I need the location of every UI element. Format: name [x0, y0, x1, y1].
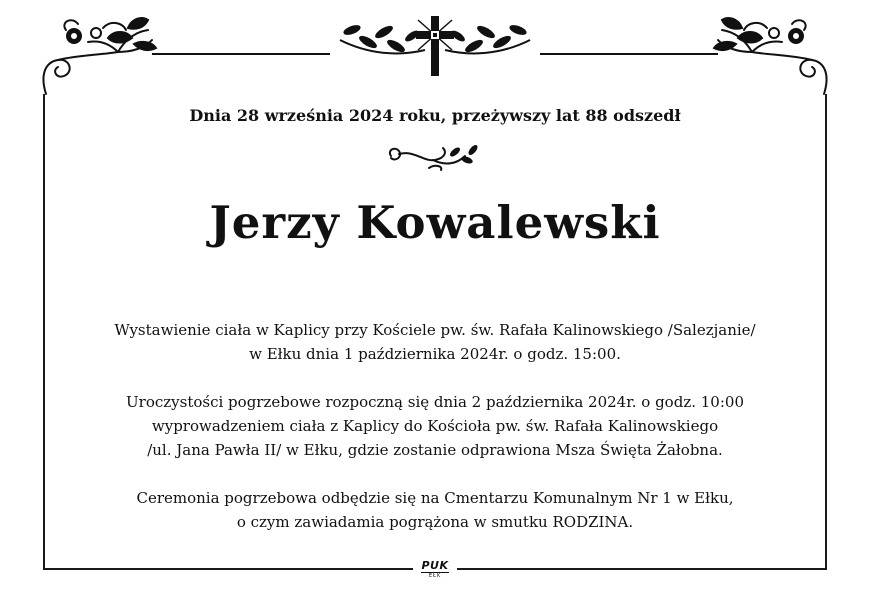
intro-text: Dnia 28 września 2024 roku, przeżywszy lat 88 odszedł: [189, 106, 681, 125]
ceremony-paragraph: [60, 486, 810, 534]
frame-bottom-border-right: [457, 568, 827, 570]
viewing-line-1: Wystawienie ciała w Kaplicy przy Kościele pw. św. Rafała Kalinowskiego /Salezjanie/: [114, 321, 756, 339]
logo-main-text: PUK: [421, 559, 449, 572]
funeral-paragraph: [60, 390, 810, 462]
viewing-paragraph: [60, 318, 810, 366]
logo-sub-text: EŁK: [421, 572, 449, 579]
vine-divider-icon: [383, 142, 487, 172]
top-ornament: [0, 0, 870, 100]
funeral-line-3: /ul. Jana Pawła II/ w Ełku, gdzie zostanie odprawiona Msza Święta Żałobna.: [147, 441, 723, 459]
frame-right-border: [825, 94, 827, 568]
left-corner-flourish-icon: [43, 18, 156, 94]
frame-bottom-border-left: [43, 568, 413, 570]
funeral-line-1: Uroczystości pogrzebowe rozpoczną się dnia 2 października 2024r. o godz. 10:00: [126, 393, 744, 411]
notice-body: [60, 318, 810, 558]
puk-logo: [413, 560, 457, 579]
cross-with-laurel-icon: [340, 16, 530, 76]
ceremony-line-2: o czym zawiadamia pogrążona w smutku RODZINA.: [236, 513, 634, 531]
viewing-line-2: w Ełku dnia 1 października 2024r. o godz. 15:00.: [249, 345, 621, 363]
frame-left-border: [43, 94, 45, 568]
funeral-line-2: wyprowadzeniem ciała z Kaplicy do Kościoła pw. św. Rafała Kalinowskiego: [151, 417, 719, 435]
right-corner-flourish-icon: [714, 18, 827, 94]
ceremony-line-1: Ceremonia pogrzebowa odbędzie się na Cmentarzu Komunalnym Nr 1 w Ełku,: [136, 489, 734, 507]
deceased-name: Jerzy Kowalewski: [209, 196, 661, 249]
